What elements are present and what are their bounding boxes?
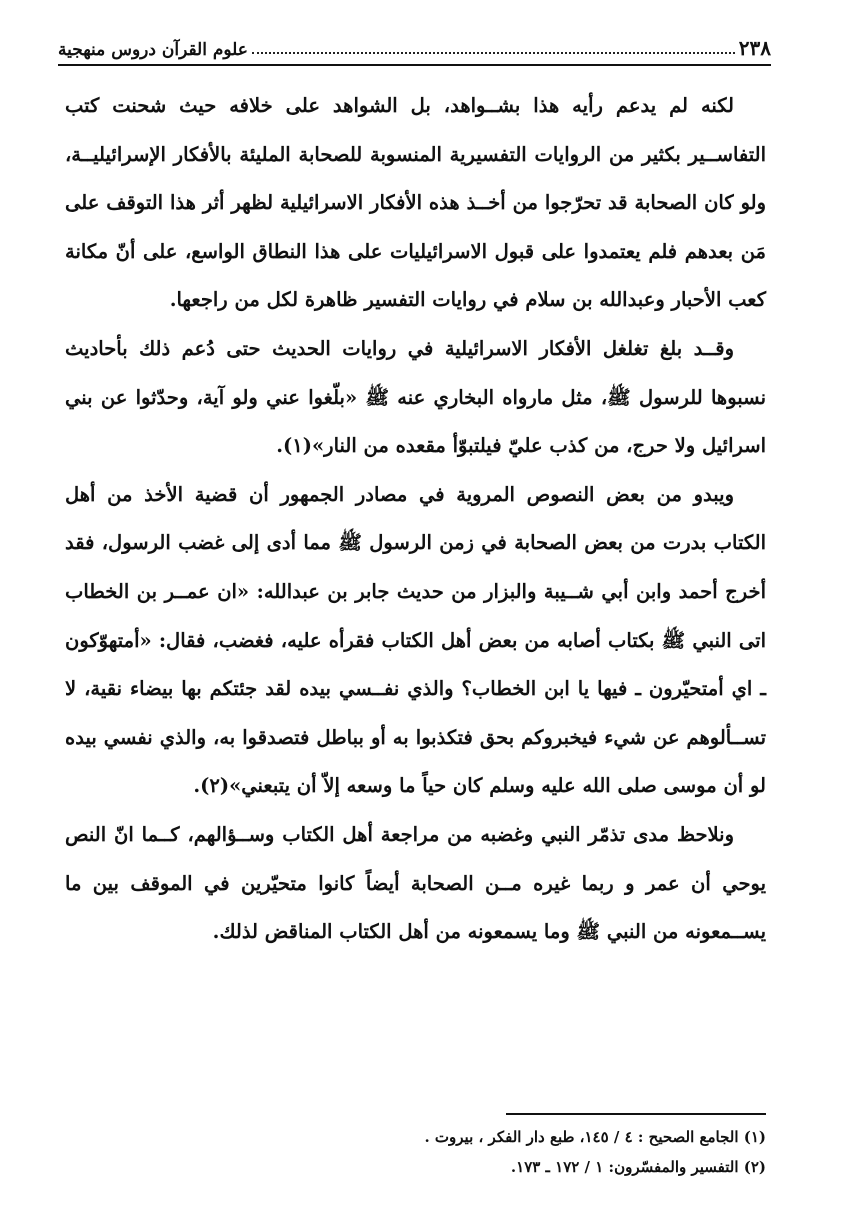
page-number: ٢٣٨ [738, 36, 771, 60]
footnote-rule [506, 1113, 766, 1115]
footnotes [300, 1122, 766, 1182]
running-title: علوم القرآن دروس منهجية [58, 40, 248, 60]
footnote: (٢) التفسير والمفسّرون: ١ / ١٧٢ ـ ١٧٣. [510, 1158, 766, 1176]
footnote: (١) الجامع الصحيح : ٤ / ١٤٥، طبع دار الفكر ، بيروت . [424, 1128, 766, 1146]
running-header [58, 30, 771, 60]
paragraph: ويبدو من بعض النصوص المروية في مصادر الجمهور أن قضية الأخذ من أهل الكتاب بدرت من بعض الصحابة في زمن الرسول ﷺ مما أدى إلى غضب الرسول، فقد أخرج أحمد وابن أبي شــيبة والبزار من حديث جابر بن عبدالله: «ان عمــر بن الخطاب اتى النبي ﷺ بكتاب أصابه من بعض أهل الكتاب فقرأه عليه، فغضب، فقال: «أمتهوّكون ـ اي أمتحيّرون ـ فيها يا ابن الخطاب؟ والذي نفــسي بيده لقد جئتكم بها بيضاء نقية، لا تســألوهم عن شيء فيخبروكم بحق فتكذبوا به أو بباطل فتصدقوا به، والذي نفسي بيده لو أن موسى صلى الله عليه وسلم كان حياً ما وسعه إلاّ أن يتبعني»(٢). [65, 482, 766, 798]
header-dot-leader [252, 51, 735, 54]
paragraph: ونلاحظ مدى تذمّر النبي وغضبه من مراجعة أهل الكتاب وســؤالهم، كــما انّ النص يوحي أن عمر و ربما غيره مــن الصحابة أيضاً كانوا متحيّرين في الموقف بين ما يســمعونه من النبي ﷺ وما يسمعونه من أهل الكتاب المناقض لذلك. [65, 822, 766, 944]
main-text [65, 82, 766, 957]
header-rule [58, 64, 771, 66]
paragraph: لكنه لم يدعم رأيه هذا بشــواهد، بل الشواهد على خلافه حيث شحنت كتب التفاســير بكثير من الروايات التفسيرية المنسوبة للصحابة المليئة بالأفكار الإسرائيليــة، ولو كان الصحابة قد تحرّجوا من أخــذ هذه الأفكار الاسرائيلية لظهر أثر هذا التوقف على مَن بعدهم فلم يعتمدوا على قبول الاسرائيليات على هذا النطاق الواسع، على أنّ مكانة كعب الأحبار وعبدالله بن سلام في روايات التفسير ظاهرة لكل من راجعها. [65, 94, 766, 312]
paragraph: وقــد بلغ تغلغل الأفكار الاسرائيلية في روايات الحديث حتى دُعم ذلك بأحاديث نسبوها للرسول ﷺ، مثل مارواه البخاري عنه ﷺ «بلّغوا عني ولو آية، وحدّثوا عن بني اسرائيل ولا حرج، من كذب عليّ فيلتبوّأ مقعده من النار»(١). [65, 336, 766, 458]
